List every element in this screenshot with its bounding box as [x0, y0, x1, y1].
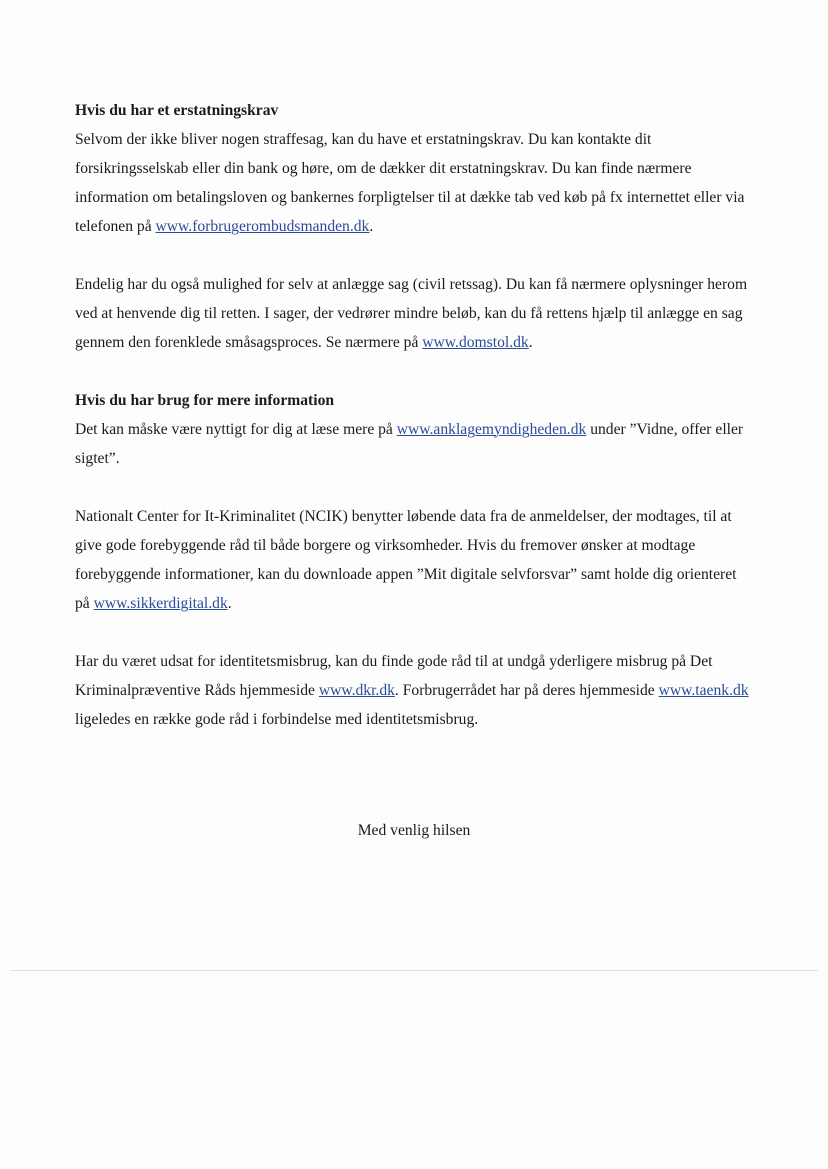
link-sikkerdigital[interactable]: www.sikkerdigital.dk — [93, 595, 228, 612]
link-taenk[interactable]: www.taenk.dk — [658, 682, 749, 699]
paragraph-text: Det kan måske være nyttigt for dig at læse mere på — [75, 421, 397, 438]
heading-more-information: Hvis du har brug for mere information — [75, 392, 335, 409]
paragraph-anklagemyndigheden — [75, 415, 755, 473]
paragraph-text-end: ligeledes en række gode råd i forbindelse med identitetsmisbrug. — [75, 711, 479, 728]
paragraph-text-end: under ”Vidne, offer eller sigtet”. — [75, 421, 744, 467]
link-forbrugerombudsmanden[interactable]: www.forbrugerombudsmanden.dk — [155, 218, 370, 235]
letter-body — [75, 96, 755, 763]
paragraph-text: Nationalt Center for It-Kriminalitet (NCIK) benytter løbende data fra de anmeldelser, der modtages, til at give gode forebyggende råd til både borgere og virksomheder. Hvis du fremover ønsker at modtage forebyggende informationer, kan du downloade appen ”Mit digitale selvforsvar” samt holde dig orienteret på — [75, 508, 737, 612]
paragraph-text-end: . — [369, 218, 374, 235]
paragraph-text-end: . — [227, 595, 232, 612]
page-fold-divider — [10, 970, 818, 971]
paragraph-ncik — [75, 502, 755, 618]
link-anklagemyndigheden[interactable]: www.anklagemyndigheden.dk — [396, 421, 587, 438]
paragraph-identity-theft — [75, 647, 755, 734]
paragraph-text: Endelig har du også mulighed for selv at anlægge sag (civil retssag). Du kan få nærmere oplysninger herom ved at henvende dig til retten. I sager, der vedrører mindre beløb, kan du få rettens hjælp til anlægge en sag gennem den forenklede småsagsproces. Se nærmere på — [75, 276, 748, 351]
paragraph-civil-case — [75, 270, 755, 357]
paragraph-text: Selvom der ikke bliver nogen straffesag, kan du have et erstatningskrav. Du kan kontakte dit forsikringsselskab eller din bank og høre, om de dækker dit erstatningskrav. Du kan finde nærmere information om betalingsloven og bankernes forpligtelser til at dække tab ved køb på fx internettet eller via telefonen på — [75, 131, 745, 235]
closing-greeting: Med venlig hilsen — [357, 822, 471, 839]
paragraph-text-mid: . Forbrugerrådet har på deres hjemmeside — [394, 682, 659, 699]
link-domstol[interactable]: www.domstol.dk — [422, 334, 529, 351]
link-dkr[interactable]: www.dkr.dk — [318, 682, 395, 699]
paragraph-text: Har du været udsat for identitetsmisbrug, kan du finde gode råd til at undgå yderligere misbrug på Det Kriminalpræventive Råds hjemmeside — [75, 653, 713, 699]
paragraph-compensation — [75, 125, 755, 241]
paragraph-text-end: . — [528, 334, 533, 351]
heading-compensation-claim: Hvis du har et erstatningskrav — [75, 102, 279, 119]
